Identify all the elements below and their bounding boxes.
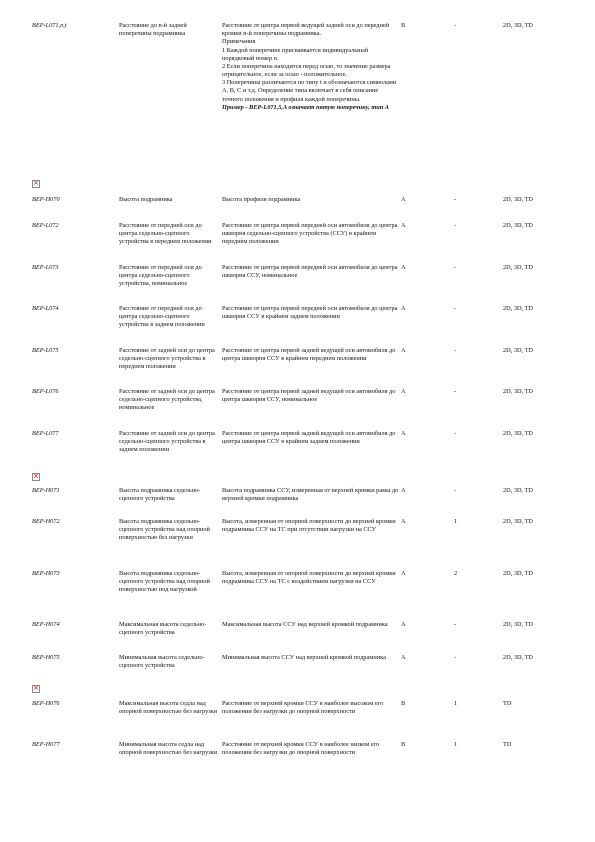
row-name: Расстояние от задней оси до центра седельно-сцепного устройства в заднем положении: [119, 430, 215, 454]
row-position: B: [401, 700, 406, 707]
row-code: BEP-H072: [32, 518, 60, 525]
row-definition: Расстояние от верхней кромки ССУ в наиболее низком его положении без нагрузки до опорной поверхности: [222, 741, 380, 757]
row-definition: Высота, измеренная от опорной поверхности до верхней кромки подрамника ССУ на ТС при отсутствии нагрузки на ССУ: [222, 518, 396, 534]
row-definition: Расстояние от центра первой задней ведущей оси автомобиля до центра шкворня ССУ в крайнем переднем положении: [222, 347, 396, 363]
row-value: -: [454, 196, 457, 203]
row-position: A: [401, 430, 406, 437]
row-code: BEP-H070: [32, 196, 60, 203]
row-name: Расстояние от задней оси до центра седельно-сцепного устройства, номинальное: [119, 388, 215, 412]
row-dimension: 2D, 3D, TD: [503, 570, 533, 577]
row-value: 1: [454, 518, 458, 525]
row-definition: Максимальная высота ССУ над верхней кромкой подрамника: [222, 621, 388, 628]
row-dimension: 2D, 3D, TD: [503, 305, 533, 312]
row-definition: Высота, измеренная от опорной поверхности до верхней кромки подрамника ССУ на ТС с воздействием нагрузки на ССУ: [222, 570, 396, 586]
row-value: -: [454, 621, 457, 628]
row-value: -: [454, 305, 457, 312]
row-dimension: 2D, 3D, TD: [503, 487, 533, 494]
row-definition: [222, 22, 400, 112]
row-code: BEP-H071: [32, 487, 60, 494]
row-name: Высота подрамника седельно-сцепного устройства над опорной поверхностью под нагрузкой: [119, 570, 210, 594]
notes-heading: Примечания: [222, 38, 256, 46]
row-dimension: 2D, 3D, TD: [503, 347, 533, 354]
row-dimension: TD: [503, 700, 512, 707]
row-dimension: 2D, 3D, TD: [503, 518, 533, 525]
row-position: A: [401, 621, 406, 628]
row-value: -: [454, 654, 457, 661]
row-code: BEP-L074: [32, 305, 59, 312]
row-dimension: 2D, 3D, TD: [503, 222, 533, 229]
row-code: BEP-H077: [32, 741, 60, 748]
row-dimension: 2D, 3D, TD: [503, 430, 533, 437]
row-code: BEP-L076: [32, 388, 59, 395]
row-name: Высота подрамника: [119, 196, 173, 203]
row-code: BEP-H074: [32, 621, 60, 628]
row-value: 2: [454, 570, 458, 577]
row-definition: Высота профиля подрамника: [222, 196, 301, 203]
row-dimension: 2D, 3D, TD: [503, 654, 533, 661]
row-position: B: [401, 22, 406, 29]
row-value: -: [454, 222, 457, 229]
row-position: A: [401, 222, 406, 229]
row-name: Расстояние от задней оси до центра седельно-сцепного устройства в переднем положении: [119, 347, 215, 371]
row-dimension: 2D, 3D, TD: [503, 264, 533, 271]
row-code: BEP-H076: [32, 700, 60, 707]
row-value: -: [454, 264, 457, 271]
row-dimension: 2D, 3D, TD: [503, 621, 533, 628]
row-position: A: [401, 264, 406, 271]
row-definition: Расстояние от центра первой задней ведущей оси автомобиля до центра шкворня ССУ, номинальное: [222, 388, 396, 404]
row-code: BEP-H073: [32, 570, 60, 577]
row-dimension: 2D, 3D, TD: [503, 22, 533, 29]
row-name: Минимальная высота седельно-сцепного устройства: [119, 654, 205, 670]
row-definition: Расстояние от центра первой задней ведущей оси автомобиля до центра шкворня ССУ в крайнем заднем положении: [222, 430, 396, 446]
note-1: 1 Каждой поперечине присваивается индивидуальный порядковый номер n.: [222, 46, 369, 62]
broken-image-icon: [32, 685, 40, 693]
row-name: Расстояние до n-й задней поперечины подрамника: [119, 22, 187, 38]
row-value: 1: [454, 741, 458, 748]
row-dimension: 2D, 3D, TD: [503, 196, 533, 203]
row-name: Расстояние от передней оси до центра седельно-сцепного устройства, номинальное: [119, 264, 202, 288]
row-definition: Расстояние от центра первой передней оси автомобиля до центра шкворня ССУ, номинальное: [222, 264, 398, 280]
row-value: -: [454, 487, 457, 494]
row-code: BEP-L072: [32, 222, 59, 229]
row-position: A: [401, 570, 406, 577]
example-text: Пример - BEP-L071,5,A означает пятую поперечину, тип A: [222, 103, 389, 111]
row-definition: Высота подрамника ССУ, измеренная от верхней кромки рамы до верхней кромки подрамника: [222, 487, 399, 503]
row-value: -: [454, 388, 457, 395]
row-position: A: [401, 347, 406, 354]
row-value: -: [454, 347, 457, 354]
row-value: -: [454, 22, 457, 29]
row-definition: Расстояние от центра первой передней оси автомобиля до центра шкворня ССУ в крайнем заднем положении: [222, 305, 398, 321]
row-definition: Минимальная высота ССУ над верхней кромкой подрамника: [222, 654, 386, 661]
row-position: A: [401, 487, 406, 494]
row-code: BEP-L075: [32, 347, 59, 354]
note-3: 3 Поперечины различаются по типу t и обозначаются символами A, B, C и т.д. Определение типа включает в себя описание точного положения и профиля каждой поперечины.: [222, 79, 397, 103]
row-dimension: TD: [503, 741, 512, 748]
row-name: Минимальная высота седла над опорной поверхностью без нагрузки: [119, 741, 218, 757]
row-code: BEP-L077: [32, 430, 59, 437]
broken-image-icon: [32, 180, 40, 188]
row-position: A: [401, 305, 406, 312]
definition-text: Расстояние от центра первой ведущей задней оси до передней кромки n-й поперечины подрамника.: [222, 22, 390, 38]
row-name: Максимальная высота седла над опорной поверхностью без нагрузки: [119, 700, 218, 716]
row-position: A: [401, 518, 406, 525]
row-definition: Расстояние от центра первой передней оси автомобиля до центра шкворня седельно-сцепного устройства (ССУ) в крайнем переднем положении: [222, 222, 398, 246]
row-position: A: [401, 196, 406, 203]
broken-image-icon: [32, 473, 40, 481]
row-name: Высота подрамника седельно-сцепного устройства над опорной поверхностью без нагрузки: [119, 518, 210, 542]
row-value: -: [454, 430, 457, 437]
row-position: A: [401, 388, 406, 395]
row-dimension: 2D, 3D, TD: [503, 388, 533, 395]
row-name: Максимальная высота седельно-сцепного устройства: [119, 621, 207, 637]
row-position: A: [401, 654, 406, 661]
row-value: 1: [454, 700, 458, 707]
row-code: BEP-L073: [32, 264, 59, 271]
row-name: Расстояние от передней оси до центра седельно-сцепного устройства в заднем положении: [119, 305, 205, 329]
note-2: 2 Если поперечина находится перед осью, то значение размера отрицательное, если за осью - положительное.: [222, 62, 391, 79]
row-position: B: [401, 741, 406, 748]
row-code: BEP-L071,n,t: [32, 22, 67, 29]
row-name: Расстояние от передней оси до центра седельно-сцепного устройства в переднем положении: [119, 222, 212, 246]
row-name: Высота подрамника седельно-сцепного устройства: [119, 487, 201, 503]
row-code: BEP-H075: [32, 654, 60, 661]
row-definition: Расстояние от верхней кромки ССУ в наиболее высоком его положении без нагрузки до опорной поверхности: [222, 700, 384, 716]
